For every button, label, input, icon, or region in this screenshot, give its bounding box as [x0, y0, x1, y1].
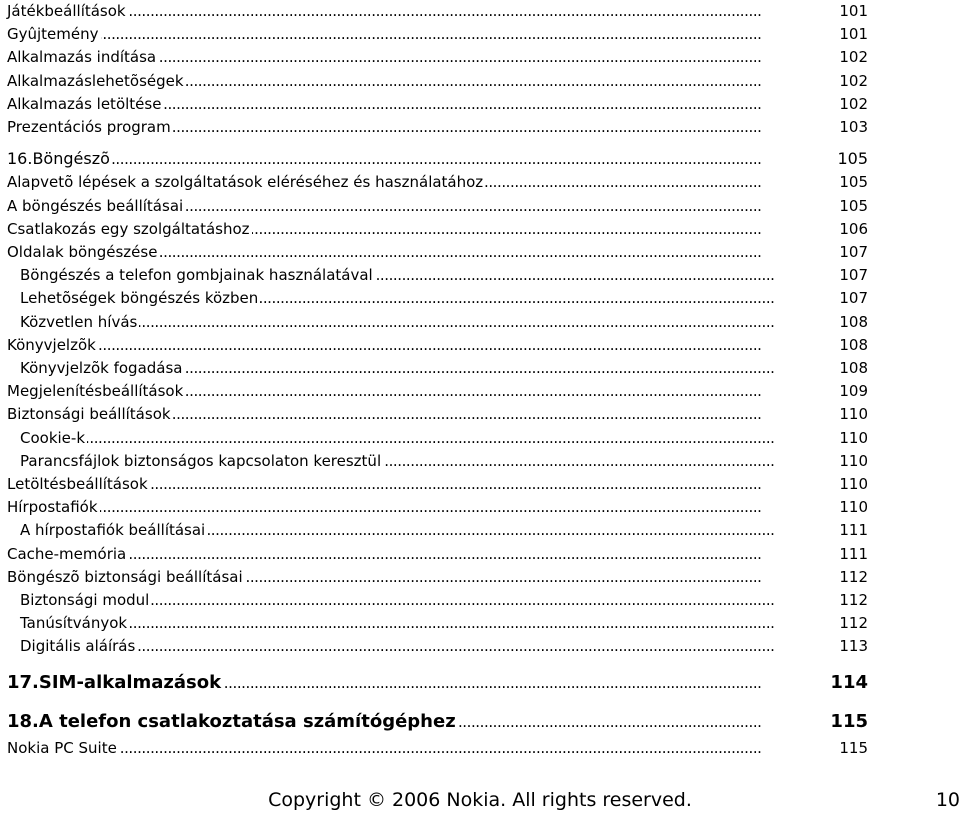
toc-entry [0, 264, 960, 286]
toc-entry-page: 110 [836, 473, 868, 495]
toc-entry [0, 195, 960, 217]
toc-entry-page: 112 [836, 589, 868, 611]
toc-entry [0, 116, 960, 138]
toc-entry-page: 106 [836, 218, 868, 240]
toc-entry-page: 105 [834, 148, 868, 170]
toc-entry-page: 113 [836, 635, 868, 657]
toc-entry-page: 107 [836, 241, 868, 263]
toc-entry-page: 105 [836, 195, 868, 217]
toc-entry [0, 737, 960, 759]
toc-entry-page: 115 [836, 737, 868, 759]
toc-entry-title: 18.A telefon csatlakoztatása számítógéphez [7, 710, 456, 732]
toc-entry-title: Cache-memória [7, 544, 127, 563]
toc-entry-page: 111 [836, 543, 868, 565]
toc-entry-title: Csatlakozás egy szolgáltatáshoz [7, 219, 250, 238]
toc-entry-title: Alkalmazás indítása [7, 48, 157, 67]
toc-entry [0, 635, 960, 657]
toc-entry-page: 101 [836, 0, 868, 22]
toc-entry-title: Cookie-k [20, 428, 86, 447]
dot-leader [7, 23, 838, 45]
toc-entry-page: 108 [836, 357, 868, 379]
dot-leader [7, 543, 838, 565]
toc-entry [0, 171, 960, 193]
dot-leader [7, 737, 838, 759]
toc-entry [0, 589, 960, 611]
toc-entry-title: Böngészõ biztonsági beállításai [7, 567, 243, 586]
toc-entry-page: 114 [827, 672, 868, 694]
toc-entry-title: A hírpostafiók beállításai [20, 521, 206, 540]
toc-entry-title: Gyûjtemény [7, 25, 99, 44]
toc-entry-title: 17.SIM-alkalmazások [7, 671, 222, 693]
toc-entry-title: Biztonsági beállítások [7, 405, 171, 424]
dot-leader [20, 635, 838, 657]
toc-entry-page: 107 [836, 264, 868, 286]
toc-entry-title: Biztonsági modul [20, 591, 150, 609]
dot-leader [7, 148, 838, 170]
toc-entry [0, 311, 960, 333]
toc-entry-page: 112 [836, 566, 868, 588]
toc-entry-title: Lehetõségek böngészés közben [20, 289, 259, 308]
toc-entry [0, 218, 960, 240]
toc-entry-title: Digitális aláírás [20, 637, 136, 656]
toc-entry [0, 427, 960, 449]
toc-entry-page: 110 [836, 450, 868, 472]
dot-leader [20, 311, 838, 333]
toc-entry-page: 110 [836, 403, 868, 425]
toc-entry [0, 334, 960, 356]
toc-entry-title: Alkalmazás letöltése [7, 94, 162, 113]
toc-entry-title: Megjelenítésbeállítások [7, 382, 184, 401]
toc-entry-page: 115 [827, 711, 868, 733]
toc-entry [0, 93, 960, 115]
toc-entry [0, 357, 960, 379]
toc-entry-title: Könyvjelzõk [7, 335, 96, 354]
toc-entry-title: 16.Böngészõ [7, 149, 110, 169]
toc-entry [0, 23, 960, 45]
dot-leader [7, 334, 838, 356]
toc-entry-title: Játékbeállítások [7, 2, 126, 20]
toc-entry [0, 672, 960, 694]
page-number: 10 [935, 789, 960, 811]
toc-entry-title: Közvetlen hívás [20, 312, 138, 331]
toc-entry-page: 111 [836, 519, 868, 541]
toc-entry-page: 103 [836, 116, 868, 138]
toc-entry-page: 110 [836, 427, 868, 449]
dot-leader [7, 496, 838, 518]
toc-entry-title: Tanúsítványok [20, 614, 128, 633]
toc-entry [0, 566, 960, 588]
toc-entry [0, 380, 960, 402]
toc-entry [0, 403, 960, 425]
toc-entry-page: 108 [836, 334, 868, 356]
toc-entry-title: Nokia PC Suite [7, 738, 117, 757]
dot-leader [20, 612, 838, 634]
toc-entry [0, 543, 960, 565]
toc-entry [0, 148, 960, 170]
toc-entry-page: 108 [836, 311, 868, 333]
toc-entry-title: Alkalmazáslehetõségek [7, 71, 184, 90]
toc-entry-title: Letöltésbeállítások [7, 475, 148, 493]
toc-entry [0, 287, 960, 309]
toc-entry-page: 102 [836, 46, 868, 68]
toc-entry [0, 450, 960, 472]
toc-entry [0, 46, 960, 68]
toc-entry [0, 70, 960, 92]
dot-leader [7, 0, 838, 22]
toc-entry-page: 101 [836, 23, 868, 45]
toc-entry-page: 112 [836, 612, 868, 634]
toc-entry [0, 0, 960, 22]
toc-entry-title: A böngészés beállításai [7, 196, 184, 215]
toc-entry-title: Böngészés a telefon gombjainak használatával [20, 266, 373, 285]
copyright-notice: Copyright © 2006 Nokia. All rights reserved. [268, 789, 692, 811]
toc-entry-page: 102 [836, 70, 868, 92]
toc-entry [0, 519, 960, 541]
toc-entry-title: Parancsfájlok biztonságos kapcsolaton keresztül [20, 451, 382, 470]
dot-leader [20, 427, 838, 449]
toc-entry [0, 473, 960, 495]
toc-entry-title: Alapvetõ lépések a szolgáltatások eléréséhez és használatához [7, 173, 484, 192]
toc-entry-title: Oldalak böngészése [7, 243, 158, 261]
toc-entry [0, 496, 960, 518]
toc-entry-page: 102 [836, 93, 868, 115]
toc-entry [0, 711, 960, 733]
toc-entry-title: Hírpostafiók [7, 498, 98, 517]
toc-entry [0, 612, 960, 634]
toc-entry-title: Könyvjelzõk fogadása [20, 359, 183, 377]
toc-entry-page: 105 [836, 171, 868, 193]
toc-entry-title: Prezentációs program [7, 118, 171, 136]
toc-entry [0, 241, 960, 263]
toc-entry-page: 107 [836, 287, 868, 309]
toc-entry-page: 109 [836, 380, 868, 402]
toc-entry-page: 110 [836, 496, 868, 518]
